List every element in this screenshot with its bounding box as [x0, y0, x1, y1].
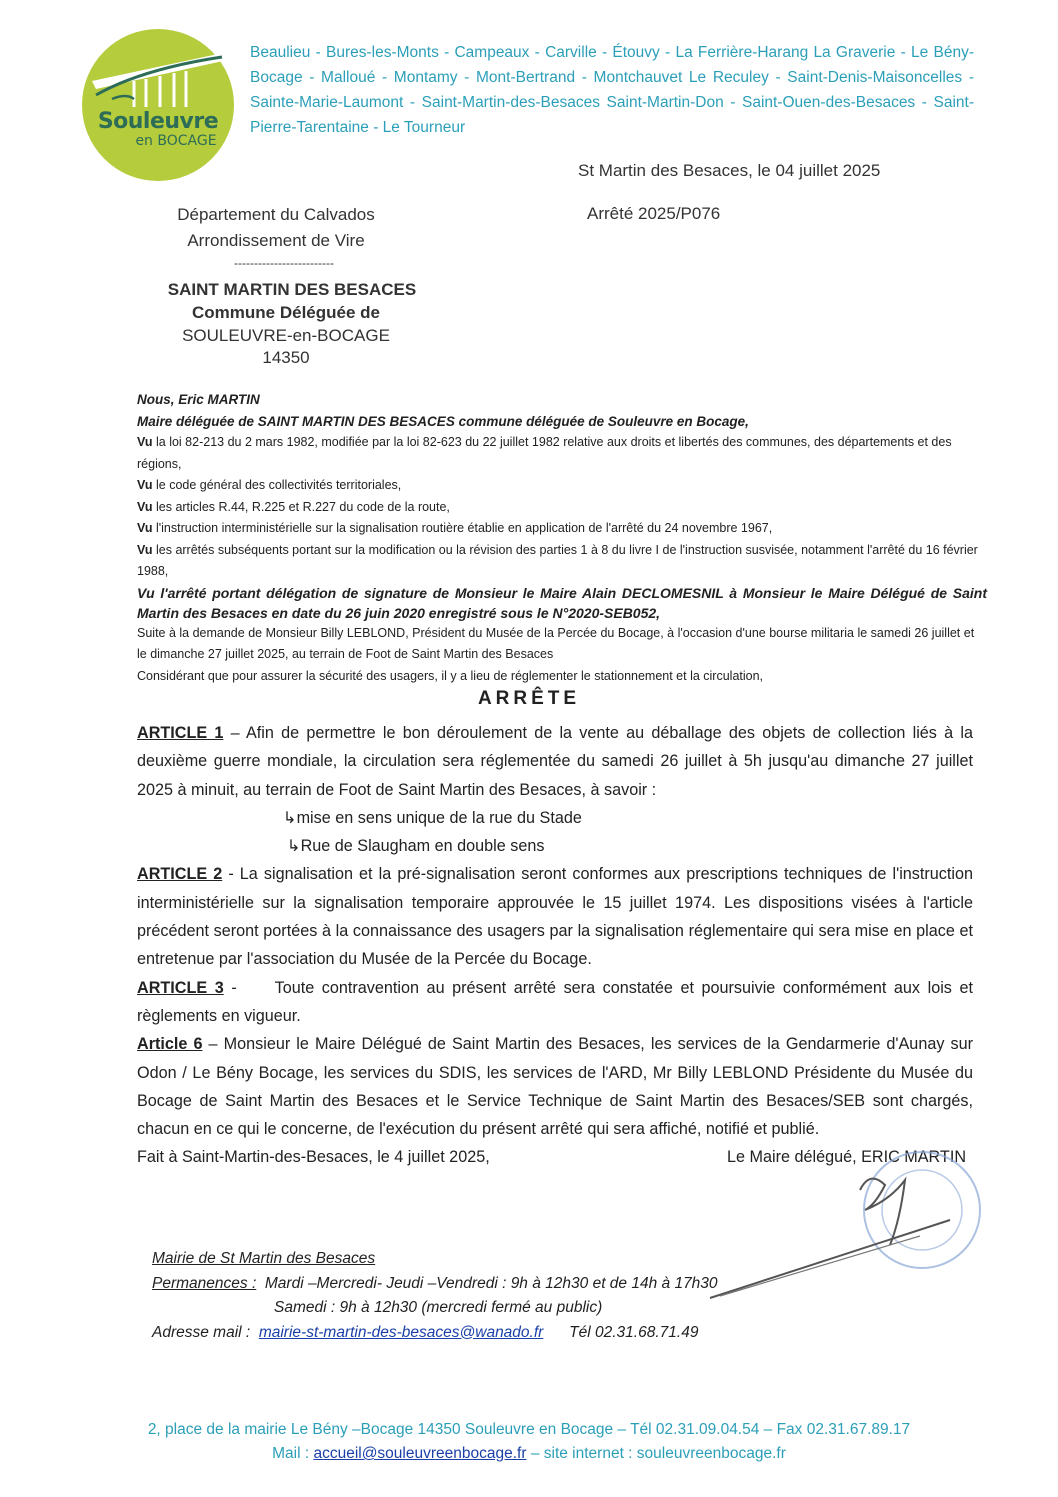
- article-2: [137, 860, 973, 973]
- admin-separator: -------------------------: [234, 256, 334, 270]
- mairie-title: Mairie de St Martin des Besaces: [152, 1250, 376, 1267]
- article-3-text: - Toute contravention au présent arrêté sera constatée et poursuivie conformément aux lois et règlements en vigueur.: [137, 978, 973, 1025]
- permanences-label: Permanences :: [152, 1274, 257, 1292]
- place-date: St Martin des Besaces, le 04 juillet 2025: [578, 161, 881, 180]
- arrow-icon: ↳: [287, 837, 301, 856]
- article-3-label: ARTICLE 3: [137, 978, 224, 997]
- permanences-saturday: Samedi : 9h à 12h30 (mercredi fermé au public): [274, 1299, 603, 1316]
- vu-label: Vu: [137, 499, 153, 514]
- permanences-weekdays: Mardi –Mercredi- Jeudi –Vendredi : 9h à 12h30 et de 14h à 17h30: [264, 1274, 718, 1292]
- vu-label: Vu: [137, 542, 153, 557]
- footer-contact: [0, 1442, 1058, 1466]
- article-1-text: – Afin de permettre le bon déroulement de la vente au déballage des objets de collection liés à la deuxième guerre mondiale, la circulation sera réglementée du samedi 26 juillet à 5h jusqu'au dimanche 27 juillet 2025 à minuit, au terrain de Foot de Saint Martin des Besaces, à savoir :: [137, 724, 973, 799]
- logo-line1: Souleuvre: [97, 109, 219, 134]
- logo-line2: en BOCAGE: [135, 133, 217, 149]
- admin-souleuvre: SOULEUVRE-en-BOCAGE: [182, 326, 390, 345]
- arrow-icon: ↳: [283, 808, 297, 827]
- mairie-phone: Tél 02.31.68.71.49: [569, 1323, 699, 1341]
- fait-text: Fait à Saint-Martin-des-Besaces, le 4 juillet 2025,: [137, 1148, 490, 1167]
- bullet-2: [137, 832, 973, 860]
- preamble-maire: Maire déléguée de SAINT MARTIN DES BESACES commune déléguée de Souleuvre en Bocage,: [137, 413, 749, 429]
- vu-arretes: [137, 540, 987, 583]
- communes-list: Beaulieu - Bures-les-Monts - Campeaux - Carville - Étouvy - La Ferrière-Harang La Graverie - Le Bény-Bocage - Malloué - Montamy - Mont-Bertrand - Montchauvet Le Reculey - Saint-Denis-Maisoncelles - Sainte-Marie-Laumont - Saint-Martin-des-Besaces Saint-Martin-Don - Saint-Ouen-des-Besaces - Saint-Pierre-Tarentaine - Le Tourneur: [250, 44, 974, 136]
- article-6-label: Article 6: [137, 1035, 203, 1054]
- vu-label: Vu: [137, 435, 153, 449]
- vu-delegation: Vu l'arrêté portant délégation de signature de Monsieur le Maire Alain DECLOMESNIL à Monsieur le Maire Délégué de Saint Martin des Besaces en date du 26 juin 2020 enregistré sous le N°2020-SEB052,: [137, 584, 987, 621]
- vu-articles: [137, 497, 987, 519]
- vu-code: [137, 475, 987, 497]
- article-3: [137, 974, 973, 1031]
- articles: [137, 719, 973, 1171]
- mairie-email-link[interactable]: mairie-st-martin-des-besaces@wanado.fr: [258, 1323, 544, 1341]
- souleuvre-logo: [82, 29, 234, 181]
- admin-arrondissement: Arrondissement de Vire: [187, 231, 365, 250]
- signataire: Le Maire délégué, ERIC MARTIN: [727, 1148, 967, 1167]
- vu-text: le code général des collectivités territoriales,: [152, 478, 402, 492]
- admin-commune: SAINT MARTIN DES BESACES: [167, 280, 417, 299]
- bullet-1-text: mise en sens unique de la rue du Stade: [296, 808, 582, 827]
- footer-site: – site internet : souleuvreenbocage.fr: [526, 1445, 786, 1462]
- article-1-label: ARTICLE 1: [137, 724, 224, 742]
- admin-deleguee: Commune Déléguée de: [192, 303, 380, 322]
- considerant: Considérant que pour assurer la sécurité des usagers, il y a lieu de réglementer le stationnement et la circulation,: [137, 668, 764, 683]
- vu-label: Vu: [137, 478, 153, 492]
- preamble-nous: Nous, Eric MARTIN: [137, 392, 260, 407]
- footer-address: 2, place de la mairie Le Bény –Bocage 14350 Souleuvre en Bocage – Tél 02.31.09.04.54 – Fax 02.31.67.89.17: [147, 1421, 911, 1438]
- article-2-text: - La signalisation et la pré-signalisation seront conformes aux prescriptions techniques de l'instruction interministérielle sur la signalisation temporaire approuvée le 15 juillet 1974. Les dispositions visées à l'article précédent seront portées à la connaissance des usagers par la signalisation réglementaire qui sera mise en place et entretenue par l'association du Musée de la Percée du Bocage.: [137, 865, 973, 969]
- footer-mail-label: Mail :: [272, 1445, 314, 1462]
- mairie-info: [152, 1247, 852, 1345]
- suite-demande: Suite à la demande de Monsieur Billy LEBLOND, Président du Musée de la Percée du Bocage, à l'occasion d'une bourse militaria le samedi 26 juillet et le dimanche 27 juillet 2025, au terrain de Foot de Saint Martin des Besaces: [137, 625, 975, 661]
- vu-loi: [137, 432, 987, 475]
- preamble: [137, 389, 987, 687]
- vu-label: Vu: [137, 521, 153, 535]
- bullet-2-text: Rue de Slaugham en double sens: [300, 837, 545, 856]
- article-6-text: – Monsieur le Maire Délégué de Saint Martin des Besaces, les services de la Gendarmerie d'Aunay sur Odon / Le Bény Bocage, les services du SDIS, les services de l'ARD, Mr Billy LEBLOND Présidente du Musée du Bocage de Saint Martin des Besaces et le Service Technique de Saint Martin des Besaces/SEB sont chargés, chacun en ce qui le concerne, de l'exécution du présent arrêté qui sera affiché, notifié et publié.: [137, 1035, 973, 1139]
- vu-text: l'instruction interministérielle sur la signalisation routière établie en application de l'arrêté du 24 novembre 1967,: [152, 521, 773, 535]
- vu-instruction: [137, 518, 987, 540]
- admin-dept: Département du Calvados: [177, 205, 375, 224]
- arrete-number: Arrêté 2025/P076: [587, 204, 721, 223]
- article-2-label: ARTICLE 2: [137, 865, 223, 884]
- bullet-1: [137, 804, 973, 832]
- article-1: [137, 719, 973, 804]
- vu-text: les articles R.44, R.225 et R.227 du code de la route,: [152, 499, 450, 514]
- admin-cp: 14350: [262, 348, 310, 367]
- arrete-title: ARRÊTE: [477, 688, 581, 709]
- vu-text: les arrêtés subséquents portant sur la modification ou la révision des parties 1 à 8 du livre I de l'instruction susvisée, notamment l'arrêté du 16 février 1988,: [137, 542, 978, 578]
- footer-email-link[interactable]: accueil@souleuvreenbocage.fr: [313, 1445, 527, 1462]
- mail-label: Adresse mail :: [152, 1323, 251, 1341]
- logo-bridge-graphic: [82, 29, 234, 181]
- vu-text: la loi 82-213 du 2 mars 1982, modifiée par la loi 82-623 du 22 juillet 1982 relative aux droits et libertés des communes, des départements et des régions,: [137, 435, 952, 471]
- article-6: [137, 1030, 973, 1143]
